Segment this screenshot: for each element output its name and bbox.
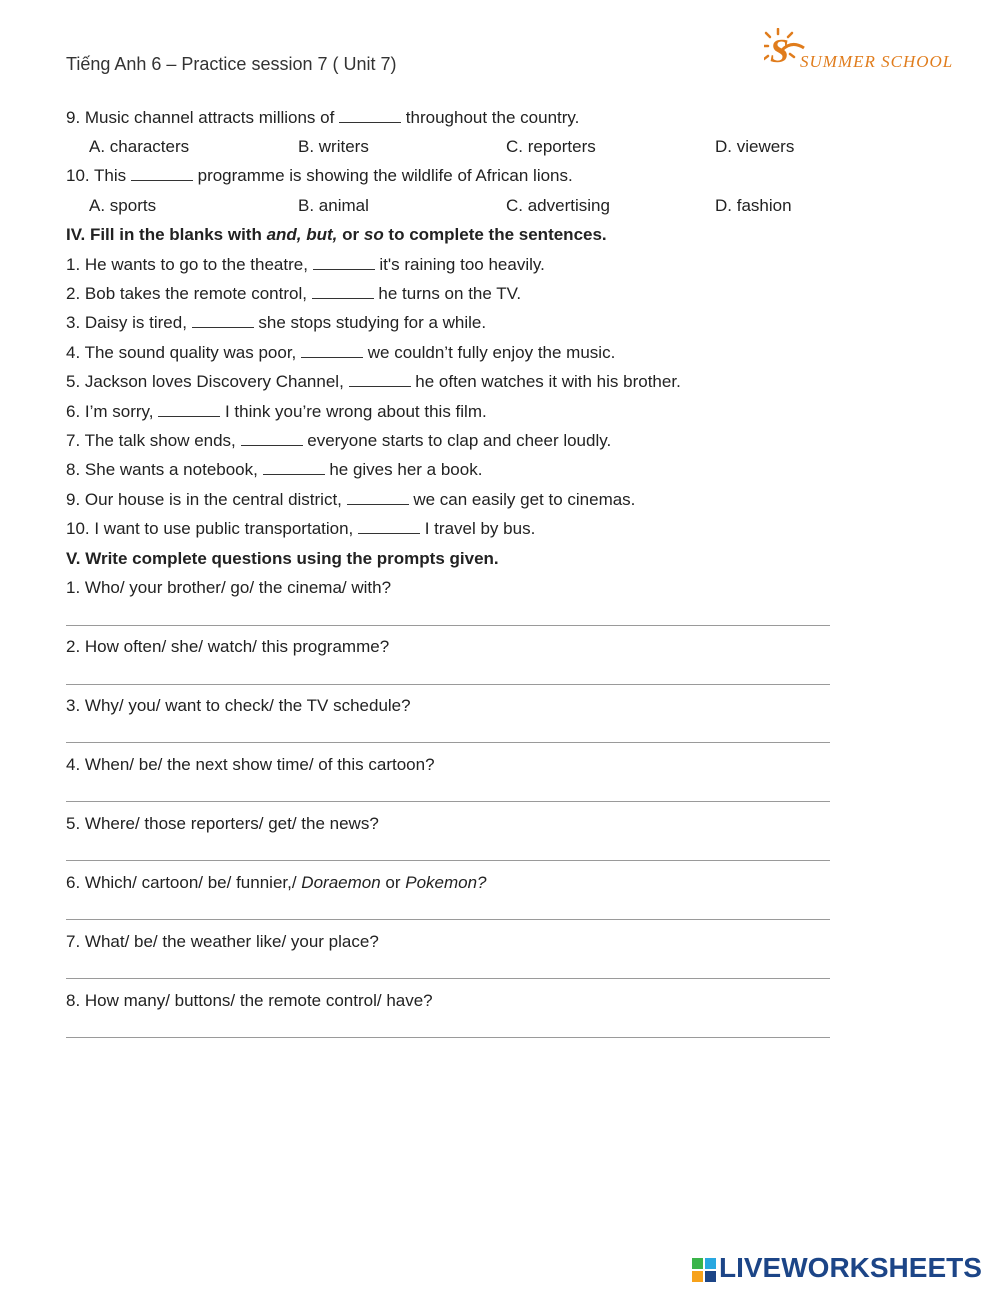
blank-input[interactable] (312, 284, 374, 299)
fill-item-3: 3. Daisy is tired, she stops studying for a while. (66, 313, 487, 332)
answer-line-6[interactable] (66, 919, 830, 920)
blank-input[interactable] (313, 255, 375, 270)
option-b: B. writers (298, 137, 369, 156)
mc-question-9: 9. Music channel attracts millions of throughout the country. (66, 108, 580, 127)
option-c: C. reporters (506, 137, 596, 156)
fill-item-7: 7. The talk show ends, everyone starts to clap and cheer loudly. (66, 431, 612, 450)
logo-text: SUMMER SCHOOL (800, 52, 954, 71)
fill-item-2: 2. Bob takes the remote control, he turns on the TV. (66, 284, 522, 303)
prompt-6: 6. Which/ cartoon/ be/ funnier,/ Doraemon or Pokemon? (66, 873, 487, 892)
option-a: A. sports (89, 196, 157, 215)
fill-item-1: 1. He wants to go to the theatre, it's raining too heavily. (66, 255, 545, 274)
answer-line-1[interactable] (66, 625, 830, 626)
mc-question-10: 10. This programme is showing the wildlife of African lions. (66, 166, 573, 185)
answer-line-3[interactable] (66, 742, 830, 743)
option-c: C. advertising (506, 196, 610, 215)
blank-input[interactable] (358, 519, 420, 534)
blank-input[interactable] (301, 343, 363, 358)
prompt-1: 1. Who/ your brother/ go/ the cinema/ with? (66, 578, 392, 597)
blank-input[interactable] (347, 490, 409, 505)
blank-input[interactable] (349, 372, 411, 387)
prompt-3: 3. Why/ you/ want to check/ the TV schedule? (66, 696, 411, 715)
prompt-2: 2. How often/ she/ watch/ this programme? (66, 637, 390, 656)
blank (131, 166, 193, 181)
blank (339, 108, 401, 123)
fill-item-9: 9. Our house is in the central district, we can easily get to cinemas. (66, 490, 636, 509)
section-iv-heading: IV. Fill in the blanks with and, but, or so to complete the sentences. (66, 225, 607, 244)
answer-line-8[interactable] (66, 1037, 830, 1038)
answer-line-4[interactable] (66, 801, 830, 802)
page-header-title: Tiếng Anh 6 – Practice session 7 ( Unit 7) (66, 54, 397, 74)
prompt-5: 5. Where/ those reporters/ get/ the news? (66, 814, 379, 833)
logo-letter: S (770, 33, 789, 70)
answer-line-5[interactable] (66, 860, 830, 861)
fill-item-4: 4. The sound quality was poor, we couldn’t fully enjoy the music. (66, 343, 616, 362)
blank-input[interactable] (192, 313, 254, 328)
option-a: A. characters (89, 137, 190, 156)
fill-item-10: 10. I want to use public transportation, I travel by bus. (66, 519, 536, 538)
prompt-7: 7. What/ be/ the weather like/ your place? (66, 932, 379, 951)
prompt-4: 4. When/ be/ the next show time/ of this cartoon? (66, 755, 435, 774)
liveworksheets-brand: LIVEWORKSHEETS (719, 1252, 982, 1283)
answer-line-2[interactable] (66, 684, 830, 685)
blank-input[interactable] (241, 431, 303, 446)
answer-line-7[interactable] (66, 978, 830, 979)
liveworksheets-logo-icon (692, 1258, 716, 1282)
option-d: D. fashion (715, 196, 792, 215)
blank-input[interactable] (158, 402, 220, 417)
blank-input[interactable] (263, 460, 325, 475)
option-b: B. animal (298, 196, 369, 215)
fill-item-6: 6. I’m sorry, I think you’re wrong about this film. (66, 402, 487, 421)
fill-item-8: 8. She wants a notebook, he gives her a book. (66, 460, 483, 479)
prompt-8: 8. How many/ buttons/ the remote control/ have? (66, 991, 433, 1010)
fill-item-5: 5. Jackson loves Discovery Channel, he often watches it with his brother. (66, 372, 681, 391)
option-d: D. viewers (715, 137, 795, 156)
section-v-heading: V. Write complete questions using the prompts given. (66, 549, 499, 568)
